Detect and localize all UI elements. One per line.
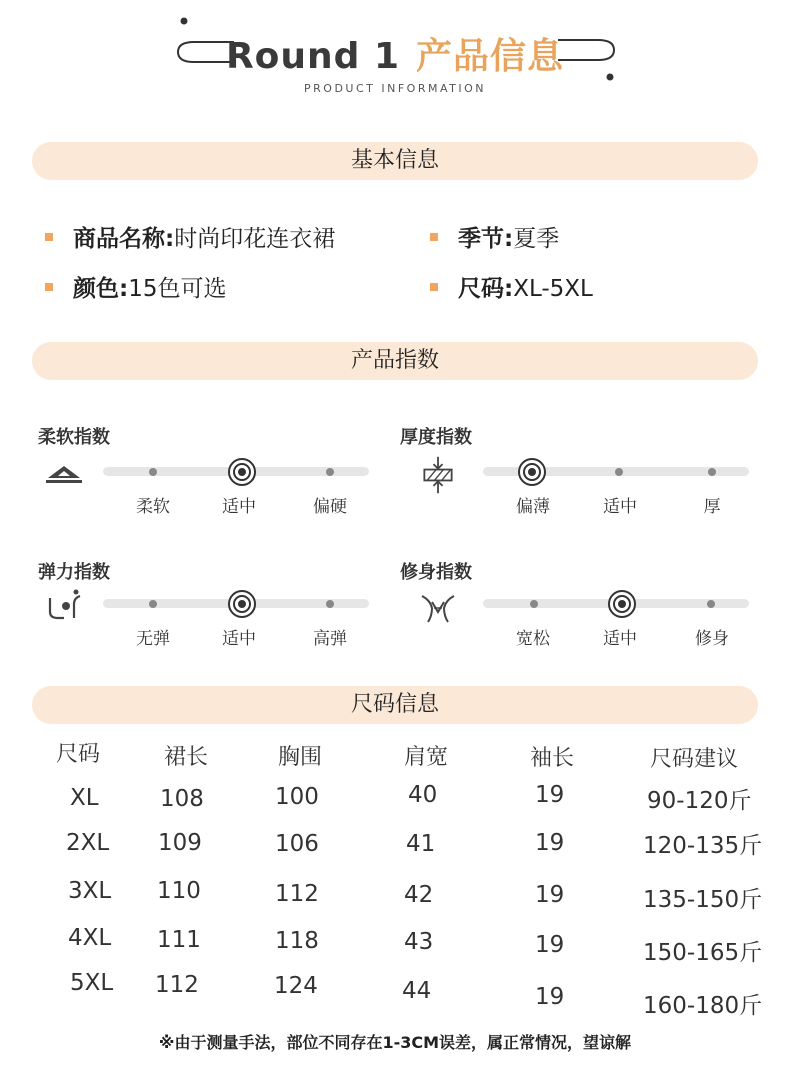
tick-label: 柔软 [136, 497, 170, 517]
section-size-info: 尺码信息 [32, 686, 758, 724]
table-header: 肩宽 [404, 745, 449, 770]
selected-marker-icon [227, 457, 257, 487]
table-cell: 41 [406, 831, 436, 857]
slider-dot [708, 468, 716, 476]
slider-dot [530, 600, 538, 608]
section-product-index: 产品指数 [32, 342, 758, 380]
table-cell: 150-165斤 [643, 940, 763, 966]
table-cell: 44 [402, 978, 432, 1004]
table-header: 尺码建议 [650, 747, 739, 772]
header-title-cn: 产品信息 [416, 36, 565, 77]
soft-icon [44, 456, 84, 496]
selected-marker-icon [517, 457, 547, 487]
info-value: XL-5XL [513, 276, 593, 302]
bullet-icon [430, 283, 438, 291]
selected-marker-icon [607, 589, 637, 619]
info-item-season [430, 220, 559, 253]
info-key: 季节: [458, 226, 514, 252]
info-value: 时尚印花连衣裙 [174, 226, 336, 252]
tick-label: 适中 [222, 629, 256, 649]
slider-dot [615, 468, 623, 476]
slider-dot [326, 600, 334, 608]
info-value: 15色可选 [128, 276, 227, 302]
table-cell: 19 [535, 932, 565, 958]
selected-marker-icon [227, 589, 257, 619]
table-cell: 106 [275, 831, 319, 857]
table-cell: 112 [275, 881, 319, 907]
table-cell: 2XL [66, 830, 110, 856]
index-title-soft: 柔软指数 [38, 427, 110, 448]
bullet-icon [45, 283, 53, 291]
tick-label: 偏薄 [516, 497, 550, 517]
table-header: 裙长 [164, 745, 209, 770]
table-cell: 160-180斤 [643, 993, 763, 1019]
fit-icon [418, 588, 458, 628]
table-cell: 19 [535, 830, 565, 856]
index-title-thickness: 厚度指数 [400, 427, 472, 448]
bullet-icon [45, 233, 53, 241]
tick-label: 偏硬 [313, 497, 347, 517]
thickness-icon [418, 455, 458, 495]
stretch-icon [44, 586, 84, 626]
header-title [0, 28, 790, 79]
table-cell: 4XL [68, 925, 112, 951]
table-header: 胸围 [278, 745, 323, 770]
info-value: 夏季 [513, 226, 560, 252]
table-header: 袖长 [530, 746, 575, 771]
table-cell: 42 [404, 882, 434, 908]
section-basic-info: 基本信息 [32, 142, 758, 180]
table-cell: 100 [275, 784, 319, 810]
index-title-stretch: 弹力指数 [38, 562, 110, 583]
slider-dot [149, 468, 157, 476]
table-cell: 124 [274, 973, 318, 999]
table-cell: 19 [535, 984, 565, 1010]
page-header [0, 0, 790, 110]
table-cell: XL [70, 785, 99, 811]
tick-label: 修身 [695, 629, 729, 649]
tick-label: 宽松 [516, 629, 550, 649]
round-label: Round 1 [225, 36, 401, 77]
table-cell: 108 [160, 786, 204, 812]
tick-label: 适中 [603, 629, 637, 649]
slider-dot [707, 600, 715, 608]
info-item-size [430, 270, 593, 303]
table-cell: 43 [404, 929, 434, 955]
slider-dot [326, 468, 334, 476]
table-cell: 3XL [68, 878, 112, 904]
table-cell: 111 [157, 927, 201, 953]
slider-dot [149, 600, 157, 608]
table-cell: 110 [157, 878, 201, 904]
bullet-icon [430, 233, 438, 241]
tick-label: 高弹 [313, 629, 347, 649]
table-cell: 120-135斤 [643, 833, 763, 859]
footnote: ※由于测量手法，部位不同存在1-3CM误差，属正常情况，望谅解 [158, 1033, 632, 1052]
table-cell: 118 [275, 928, 319, 954]
table-cell: 19 [535, 782, 565, 808]
table-cell: 135-150斤 [643, 887, 763, 913]
tick-label: 无弹 [136, 629, 170, 649]
table-cell: 5XL [70, 970, 114, 996]
tick-label: 适中 [603, 497, 637, 517]
table-cell: 19 [535, 882, 565, 908]
table-cell: 40 [408, 782, 438, 808]
table-cell: 112 [155, 972, 199, 998]
tick-label: 厚 [703, 497, 721, 517]
info-key: 尺码: [458, 276, 514, 302]
info-key: 颜色: [73, 276, 129, 302]
table-cell: 90-120斤 [647, 788, 752, 814]
header-subtitle: PRODUCT INFORMATION [304, 82, 486, 95]
index-title-fit: 修身指数 [400, 562, 472, 583]
table-cell: 109 [158, 830, 202, 856]
info-item-name [45, 220, 335, 253]
info-key: 商品名称: [73, 226, 175, 252]
info-item-color [45, 270, 226, 303]
table-header: 尺码 [56, 742, 101, 767]
tick-label: 适中 [222, 497, 256, 517]
